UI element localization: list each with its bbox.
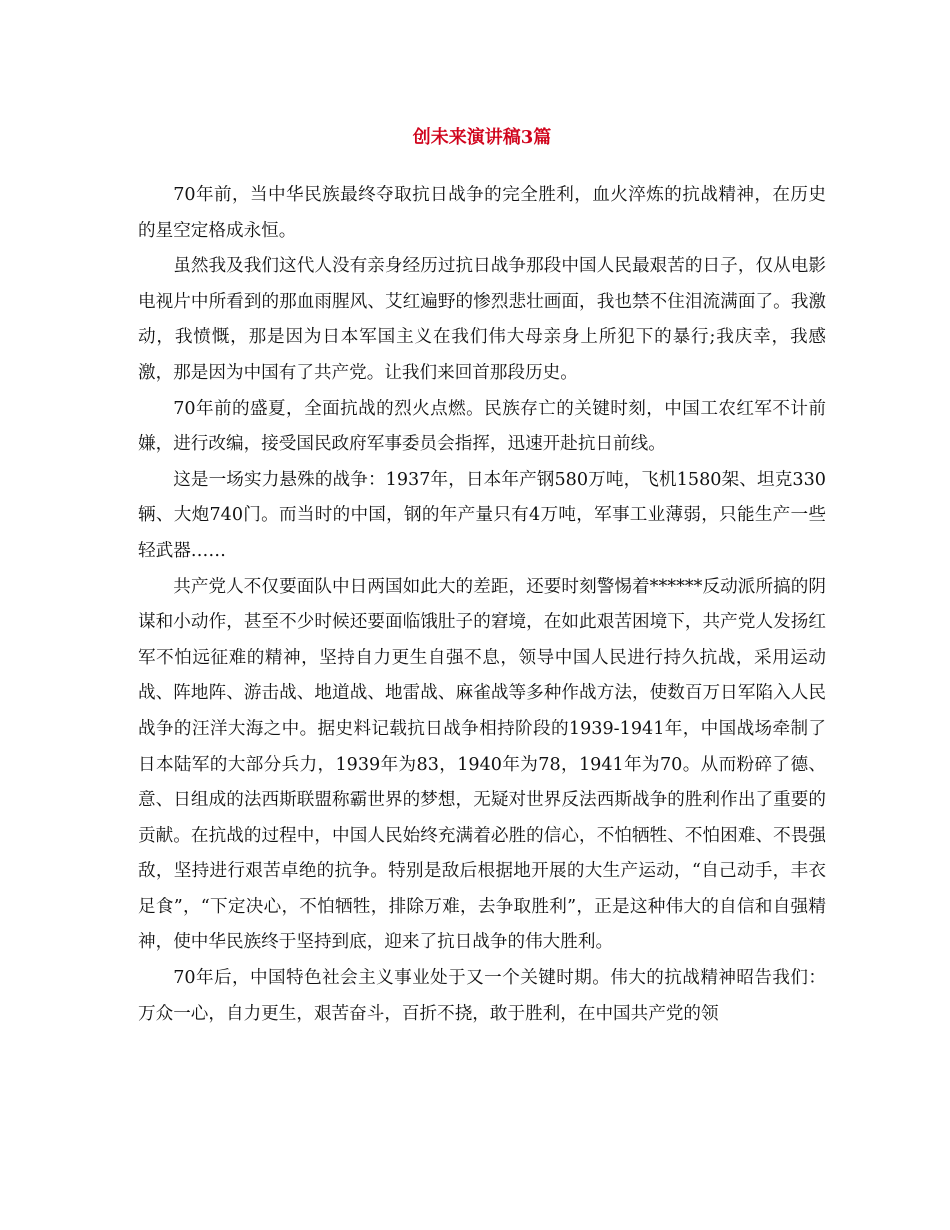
document-title: 创未来演讲稿3篇	[412, 127, 552, 148]
paragraph-6: 70年后，中国特色社会主义事业处于又一个关键时期。伟大的抗战精神昭告我们：万众一心，自力更生，艰苦奋斗，百折不挠，敢于胜利，在中国共产党的领	[138, 968, 826, 1024]
paragraph-4: 这是一场实力悬殊的战争：1937年，日本年产钢580万吨，飞机1580架、坦克330辆、大炮740门。而当时的中国，钢的年产量只有4万吨，军事工业薄弱，只能生产一些轻武器……	[138, 469, 826, 561]
paragraph-1: 70年前，当中华民族最终夺取抗日战争的完全胜利，血火淬炼的抗战精神，在历史的星空定格成永恒。	[138, 185, 826, 241]
paragraph-5: 共产党人不仅要面队中日两国如此大的差距，还要时刻警惕着******反动派所搞的阴谋和小动作，甚至不少时候还要面临饿肚子的窘境，在如此艰苦困境下，共产党人发扬红军不怕远征难的精神，坚持自力更生自强不息，领导中国人民进行持久抗战，采用运动战、阵地阵、游击战、地道战、地雷战、麻雀战等多种作战方法，使数百万日军陷入人民战争的汪洋大海之中。据史料记载抗日战争相持阶段的1939-1941年，中国战场牵制了日本陆军的大部分兵力，1939年为83，1940年为78，1941年为70。从而粉碎了德、意、日组成的法西斯联盟称霸世界的梦想，无疑对世界反法西斯战争的胜利作出了重要的贡献。在抗战的过程中，中国人民始终充满着必胜的信心，不怕牺牲、不怕困难、不畏强敌，坚持进行艰苦卓绝的抗争。特别是敌后根据地开展的大生产运动，“自己动手，丰衣足食”，“下定决心，不怕牺牲，排除万难，去争取胜利”，正是这种伟大的自信和自强精神，使中华民族终于坚持到底，迎来了抗日战争的伟大胜利。	[138, 576, 826, 953]
paragraph-3: 70年前的盛夏，全面抗战的烈火点燃。民族存亡的关键时刻，中国工农红军不计前嫌，进行改编，接受国民政府军事委员会指挥，迅速开赴抗日前线。	[138, 398, 826, 455]
paragraph-2: 虽然我及我们这代人没有亲身经历过抗日战争那段中国人民最艰苦的日子，仅从电影电视片中所看到的那血雨腥风、艾红遍野的惨烈悲壮画面，我也禁不住泪流满面了。我激动，我愤慨，那是因为日本军国主义在我们伟大母亲身上所犯下的暴行;我庆幸，我感激，那是因为中国有了共产党。让我们来回首那段历史。	[138, 256, 826, 383]
